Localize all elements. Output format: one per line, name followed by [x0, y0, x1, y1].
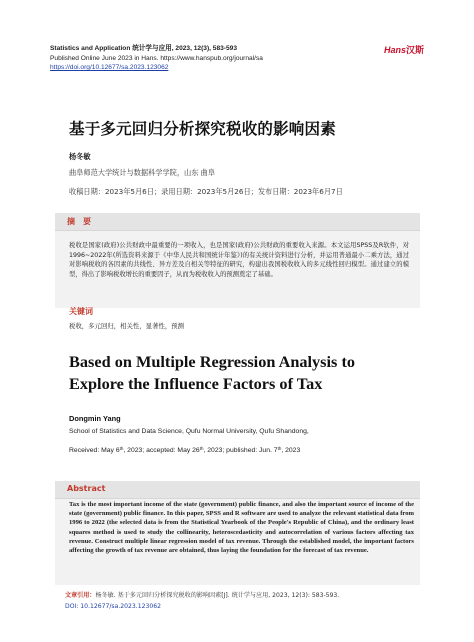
published-sup: th: [277, 446, 282, 451]
accepted-sup: th: [199, 446, 204, 451]
dates-english: [69, 447, 300, 454]
citation: [65, 591, 425, 612]
dates-chinese: 收稿日期：2023年5月6日；录用日期：2023年5月26日；发布日期：2023年6月7日: [69, 187, 343, 196]
published-line: Published Online June 2023 in Hans. https://www.hanspub.org/journal/sa: [50, 54, 263, 62]
logo-latin: Hans: [383, 45, 406, 55]
received-sup: th: [119, 446, 124, 451]
author-english: Dongmin Yang: [69, 414, 121, 423]
citation-doi-link[interactable]: DOI: 10.12677/sa.2023.123062: [65, 602, 161, 610]
doi-link[interactable]: https://doi.org/10.12677/sa.2023.123062: [50, 64, 169, 72]
abstract-chinese-heading: 摘 要: [67, 217, 91, 226]
title-chinese: 基于多元回归分析探究税收的影响因素: [69, 120, 336, 138]
keywords-chinese: 税收，多元回归，相关性，显著性，预测: [69, 322, 185, 330]
affiliation-chinese: 曲阜师范大学统计与数据科学学院，山东 曲阜: [69, 168, 216, 177]
journal-line: Statistics and Application 统计学与应用, 2023, 12(3), 583-593: [50, 45, 238, 52]
accepted-date: , 2023; accepted: May 26: [123, 447, 200, 454]
abstract-english-header: [55, 481, 420, 499]
affiliation-english: School of Statistics and Data Science, Qufu Normal University, Qufu Shandong,: [69, 428, 309, 435]
hans-logo: [384, 43, 424, 56]
abstract-english-text: Tax is the most important income of the state (government) public finance, and also the important source of income of the state (government) public finance. In this paper, SPSS and R software are used to analyze the relevant statistical data from 1996 to 2022 (the selected data is from the Statistical Yearbook of the People's Republic of China), and the ordinary least squares method is used to study the collinearity, heteroscedasticity and autocorrelation of various factors affecting tax revenue. Construct multiple linear regression model of tax revenue. Through the established model, the important factors affecting the growth of tax revenue are obtained, thus laying the foundation for the forecast of tax revenue.: [69, 501, 414, 555]
logo-cn: 汉斯: [405, 45, 424, 55]
citation-label: 文章引用：: [65, 592, 96, 599]
published-date: , 2023; published: Jun. 7: [203, 447, 278, 454]
author-chinese: 杨冬敏: [69, 152, 91, 161]
published-year: , 2023: [281, 447, 301, 454]
abstract-english-heading: Abstract: [67, 484, 106, 493]
keywords-chinese-heading: 关键词: [69, 307, 93, 316]
title-english: Based on Multiple Regression Analysis to Explore the Influence Factors of Tax: [69, 352, 356, 393]
abstract-chinese-text: 税收是国家(政府)公共财政中最重要的一项收入，也是国家(政府)公共财政的重要收入来源。本文运用SPSS及R软件，对1996~2022年(所选资料来源于《中华人民共和国统计年鉴》)的有关统计资料进行分析，并运用普通最小二乘方法，通过对影响税收的各因素的共线性、异方差及自相关等特征的研究，构建出我国税收收入的多元线性回归模型。通过建立的模型，得出了影响税收增长的重要因子，从而为税收收入的预测奠定了基础。: [69, 242, 409, 279]
abstract-chinese-header: [55, 213, 420, 231]
citation-text: 杨冬敏. 基于多元回归分析探究税收的影响因素[J]. 统计学与应用, 2023, 12(3): 583-593.: [95, 592, 340, 599]
received-date: Received: May 6: [69, 447, 120, 454]
journal-info: [50, 44, 350, 73]
